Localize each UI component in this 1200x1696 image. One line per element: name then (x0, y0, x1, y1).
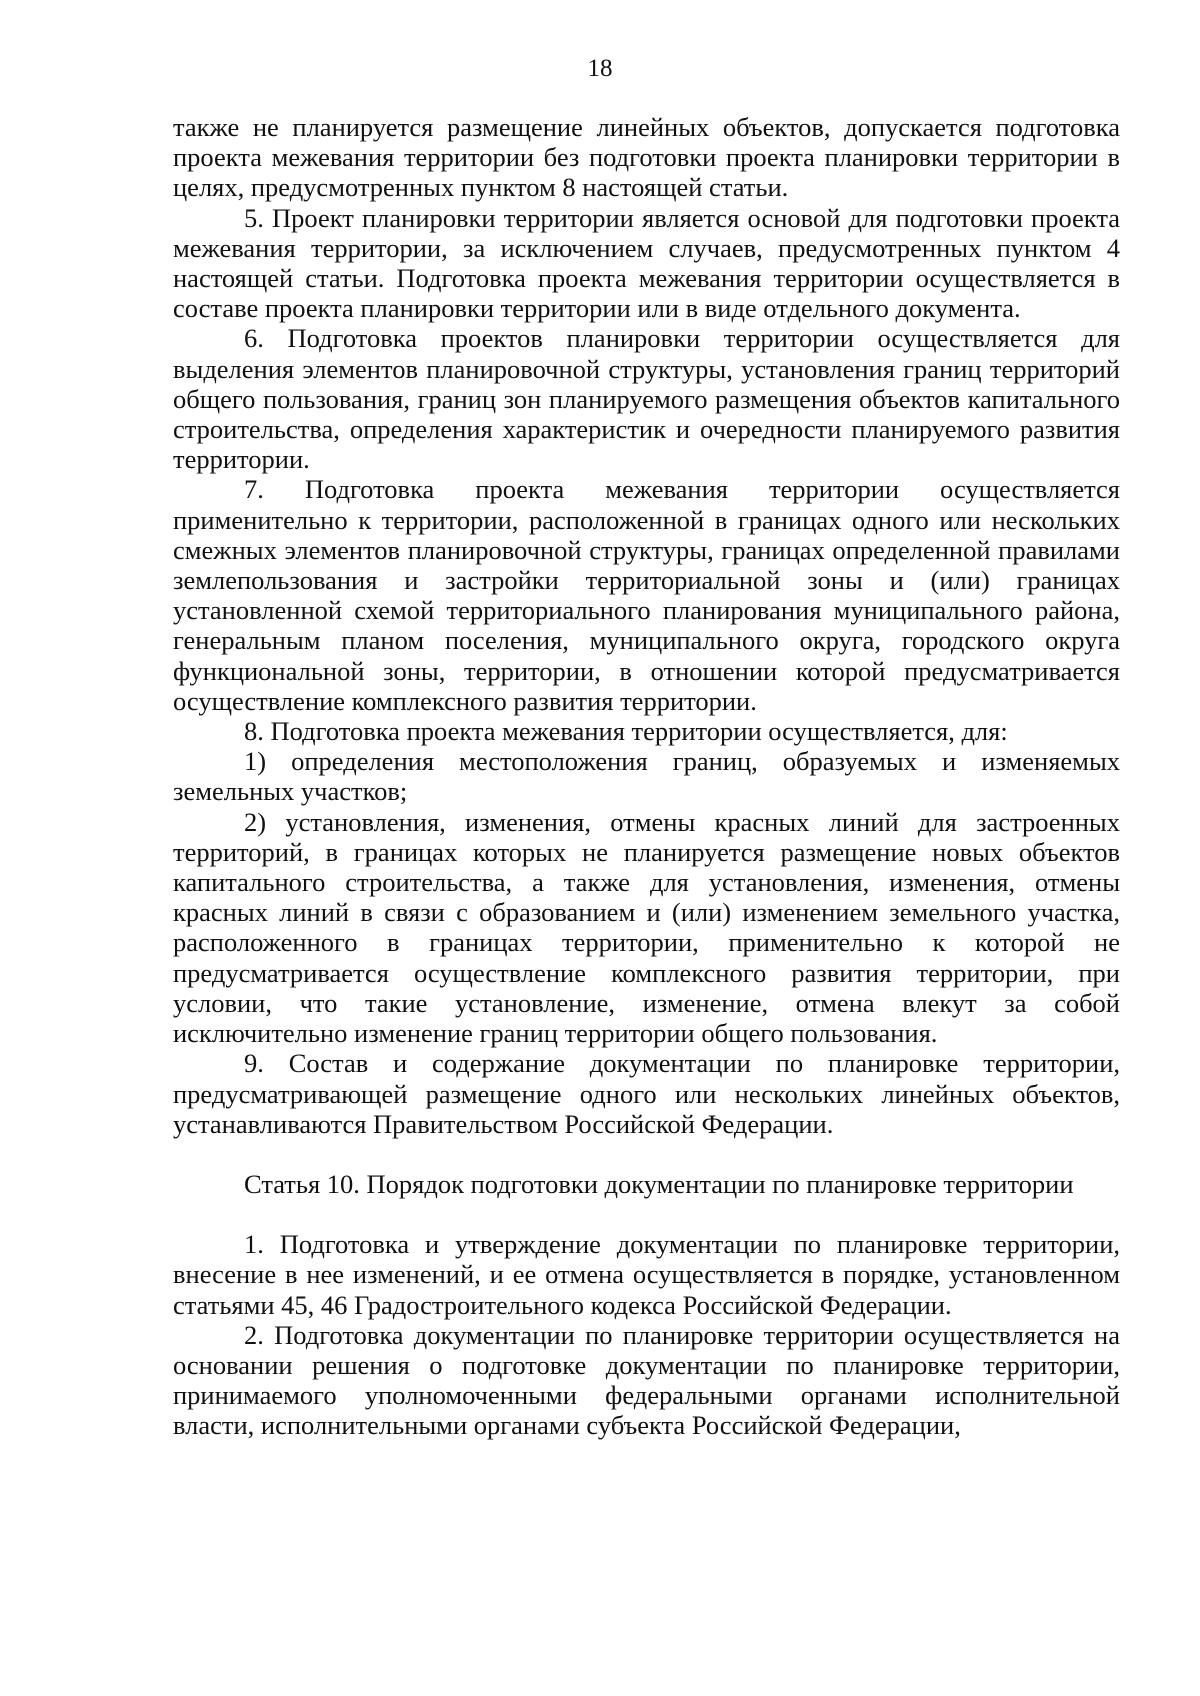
paragraph-article-10-item-1: 1. Подготовка и утверждение документации по планировке территории, внесение в нее изменений, и ее отмена осуществляется в порядке, установленном статьями 45, 46 Градостроительного кодекса Российской Федерации. (173, 1229, 1120, 1320)
paragraph-article-10-item-2: 2. Подготовка документации по планировке территории осуществляется на основании решения о подготовке документации по планировке территории, принимаемого уполномоченными федеральными органами исполнительной власти, исполнительными органами субъекта Российской Федерации, (173, 1319, 1120, 1441)
paragraph-continuation: также не планируется размещение линейных объектов, допускается подготовка проекта межевания территории без подготовки проекта планировки территории в целях, предусмотренных пунктом 8 настоящей статьи. (173, 112, 1120, 203)
paragraph-item-8: 8. Подготовка проекта межевания территории осуществляется, для: (244, 716, 1008, 747)
paragraph-item-7: 7. Подготовка проекта межевания территории осуществляется применительно к территории, расположенной в границах одного или нескольких смежных элементов планировочной структуры, границах определенной правилами землепользования и застройки территориальной зоны и (или) границах установленной схемой территориального планирования муниципального района, генеральным планом поселения, муниципального округа, городского округа функциональной зоны, территории, в отношении которой предусматривается осуществление комплексного развития территории. (173, 474, 1120, 716)
page-number: 18 (587, 55, 613, 82)
paragraph-item-5: 5. Проект планировки территории является основой для подготовки проекта межевания территории, за исключением случаев, предусмотренных пунктом 4 настоящей статьи. Подготовка проекта межевания территории осуществляется в составе проекта планировки территории или в виде отдельного документа. (173, 202, 1120, 324)
paragraph-subitem-1: 1) определения местоположения границ, образуемых и изменяемых земельных участков; (173, 746, 1120, 807)
paragraph-item-6: 6. Подготовка проектов планировки территории осуществляется для выделения элементов планировочной структуры, установления границ территорий общего пользования, границ зон планируемого размещения объектов капитального строительства, определения характеристик и очередности планируемого развития территории. (173, 323, 1120, 475)
document-body (173, 112, 1120, 1441)
article-heading: Статья 10. Порядок подготовки документации по планировке территории (244, 1168, 1074, 1199)
paragraph-subitem-2: 2) установления, изменения, отмены красных линий для застроенных территорий, в границах которых не планируется размещение новых объектов капитального строительства, а также для установления, изменения, отмены красных линий в связи с образованием и (или) изменением земельного участка, расположенного в границах территории, применительно к которой не предусматривается осуществление комплексного развития территории, при условии, что такие установление, изменение, отмена влекут за собой исключительно изменение границ территории общего пользования. (173, 806, 1120, 1049)
paragraph-item-9: 9. Состав и содержание документации по планировке территории, предусматривающей размещение одного или нескольких линейных объектов, устанавливаются Правительством Российской Федерации. (173, 1048, 1120, 1139)
